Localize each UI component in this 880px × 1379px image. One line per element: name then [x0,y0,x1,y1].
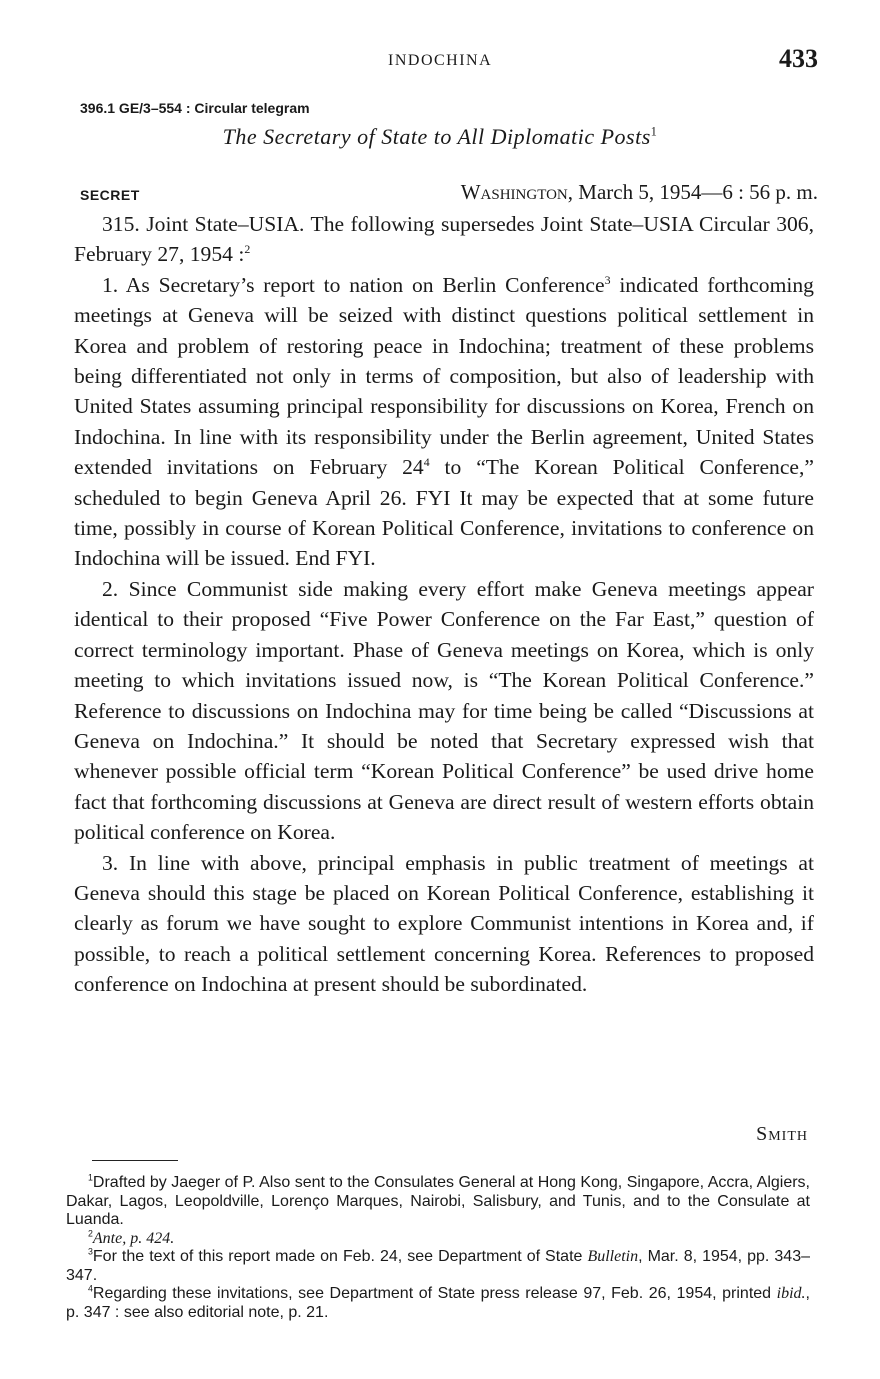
footnote-number: 4 [88,1283,93,1294]
page-number: 433 [779,44,818,73]
telegram-body [74,209,814,1000]
footnote-ref-2: 2 [244,242,251,257]
footnote-italic: ibid. [776,1285,806,1302]
paragraph-text: 315. Joint State–USIA. The following supersedes Joint State–USIA Circular 306, February 27, 1954 : [74,212,814,267]
footnote-ref-4: 4 [423,455,430,470]
paragraph-intro [74,209,814,270]
footnote-4 [66,1285,810,1322]
footnote-text: Drafted by Jaeger of P. Also sent to the Consulates General at Hong Kong, Singapore, Accra, Algiers, Dakar, Lagos, Leopoldville, Lorenço Marques, Nairobi, Salisbury, and Tunis, and to the Consulate at Luanda. [66,1174,810,1228]
dateline-place: Washington [460,180,568,204]
document-title [0,124,880,150]
footnote-number: 3 [88,1246,93,1257]
footnote-3 [66,1248,810,1285]
footnote-text: Regarding these invitations, see Department of State press release 97, Feb. 26, 1954, printed [92,1285,772,1302]
footnote-rule [92,1160,178,1161]
paragraph-text: to “The Korean Political Conference,” scheduled to begin Geneva April 26. FYI It may be expected that at some future time, possibly in course of Korean Political Conference, invitations to conference on Indochina will be issued. End FYI. [74,455,814,571]
footnote-ref-1: 1 [650,124,658,139]
footnote-1 [66,1174,810,1230]
document-title-text: The Secretary of State to All Diplomatic Posts [222,124,651,149]
paragraph-2: 2. Since Communist side making every effort make Geneva meetings appear identical to their proposed “Five Power Conference on the Far East,” question of correct terminology important. Phase of Geneva meetings on Korea, which is only meeting to which invitations issued now, is “The Korean Political Conference.” Reference to discussions on Indochina may for time being be called “Discussions at Geneva on Indochina.” It should be noted that Secretary expressed wish that whenever possible official term “Korean Political Conference” be used drive home fact that forthcoming discussions at Geneva are direct result of western efforts obtain political conference on Korea. [74,576,814,845]
footnote-text: , Mar. 8, 1954, pp. 343–347. [66,1248,810,1284]
dateline-row [80,180,818,210]
footnote-2 [66,1230,810,1249]
file-reference: 396.1 GE/3–554 : Circular telegram [80,100,310,116]
paragraph-3: 3. In line with above, principal emphasis in public treatment of meetings at Geneva should this stage be placed on Korean Political Conference, establishing it clearly as forum we have sought to explore Communist intentions in Korea and, if possible, to reach a political settlement concerning Korea. References to proposed conference on Indochina at present should be subordinated. [74,850,814,997]
footnote-ref-3: 3 [604,272,611,287]
running-head [0,44,880,78]
paragraph-text: indicated forthcoming meetings at Geneva will be seized with distinct questions political settlement in Korea and problem of restoring peace in Indochina; treatment of these problems being differentiated not only in terms of composition, but also of leadership with United States assuming principal responsibility for discussions on Korea, French on Indochina. In line with its responsibility under the Berlin agreement, United States extended invitations on February 24 [74,272,814,480]
footnotes [66,1174,810,1322]
footnote-text: Ante, p. 424. [92,1229,175,1247]
dateline-date: , March 5, 1954—6 : 56 p. m. [567,180,818,204]
running-title: INDOCHINA [388,52,493,69]
paragraph-1 [74,270,814,574]
classification-label: SECRET [80,187,140,203]
footnote-text: For the text of this report made on Feb. 24, see Department of State [92,1248,583,1265]
footnote-number: 2 [88,1228,93,1239]
footnote-number: 1 [88,1172,93,1183]
paragraph-text: 1. As Secretary’s report to nation on Berlin Conference [102,272,605,297]
dateline [461,180,818,205]
footnote-italic: Bulletin [587,1248,639,1265]
footnote-text: , p. 347 : see also editorial note, p. 21. [66,1285,810,1321]
signature: Smith [756,1123,808,1145]
